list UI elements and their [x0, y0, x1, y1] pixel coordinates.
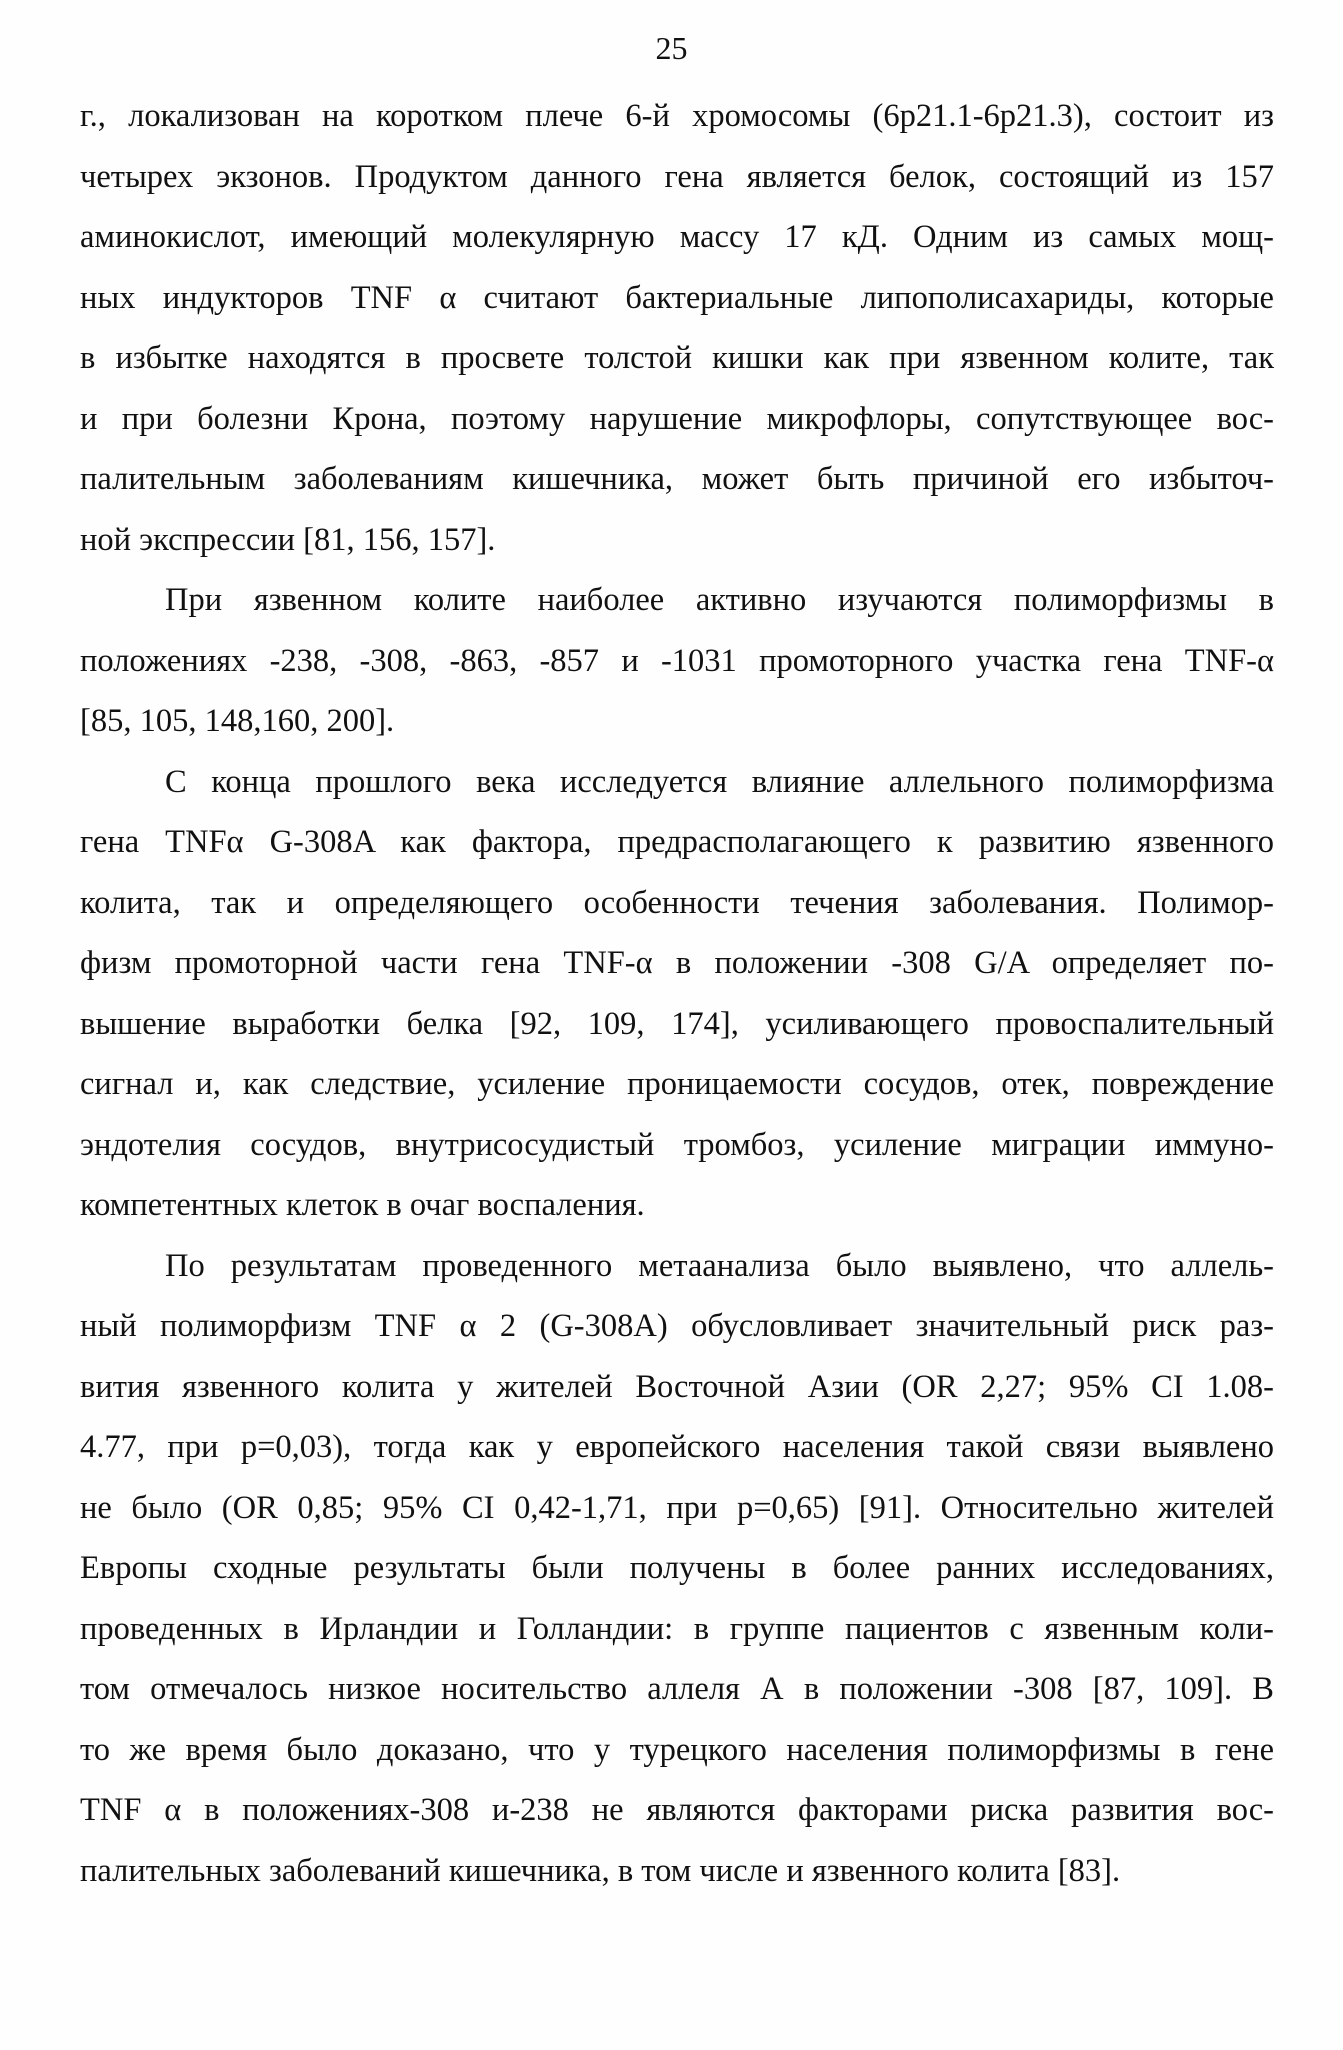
- text-line: При язвенном колите наиболее активно изучаются полиморфизмы в: [165, 582, 1274, 618]
- text-line: [85, 105, 148,160, 200].: [80, 703, 395, 739]
- text-line: колита, так и определяющего особенности течения заболевания. Полимор-: [80, 884, 1274, 921]
- text-line: палительным заболеваниям кишечника, может быть причиной его избыточ-: [80, 461, 1274, 497]
- text-line: и при болезни Крона, поэтому нарушение микрофлоры, сопутствующее вос-: [80, 400, 1274, 437]
- text-line: в избытке находятся в просвете толстой кишки как при язвенном колите, так: [80, 340, 1274, 376]
- text-line: Европы сходные результаты были получены в более ранних исследованиях,: [80, 1550, 1274, 1586]
- text-line: эндотелия сосудов, внутрисосудистый тромбоз, усиление миграции иммуно-: [80, 1126, 1274, 1163]
- text-line: С конца прошлого века исследуется влияние аллельного полиморфизма: [165, 763, 1274, 800]
- text-line: аминокислот, имеющий молекулярную массу 17 кД. Одним из самых мощ-: [80, 219, 1274, 255]
- paragraph: [80, 1236, 1274, 1902]
- paragraph: [80, 86, 1274, 570]
- page-number: 25: [655, 30, 688, 66]
- text-line: ный полиморфизм TNF α 2 (G-308A) обусловливает значительный риск раз-: [80, 1308, 1274, 1344]
- text-line: не было (OR 0,85; 95% CI 0,42-1,71, при р=0,65) [91]. Относительно жителей: [80, 1489, 1274, 1526]
- text-line: то же время было доказано, что у турецкого населения полиморфизмы в гене: [80, 1731, 1274, 1768]
- text-line: г., локализован на коротком плече 6-й хромосомы (6p21.1-6p21.3), состоит из: [80, 98, 1274, 134]
- text-line: компетентных клеток в очаг воспаления.: [80, 1187, 645, 1223]
- text-line: сигнал и, как следствие, усиление проницаемости сосудов, отек, повреждение: [80, 1066, 1274, 1102]
- text-line: четырех экзонов. Продуктом данного гена является белок, состоящий из 157: [80, 158, 1274, 195]
- text-line: физм промоторной части гена TNF-α в положении -308 G/A определяет по-: [80, 945, 1274, 981]
- text-line: палительных заболеваний кишечника, в том числе и язвенного колита [83].: [80, 1852, 1121, 1889]
- text-line: проведенных в Ирландии и Голландии: в группе пациентов с язвенным коли-: [80, 1610, 1274, 1647]
- text-line: TNF α в положениях-308 и-238 не являются факторами риска развития вос-: [80, 1792, 1274, 1828]
- text-line: ной экспрессии [81, 156, 157].: [80, 521, 496, 558]
- text-line: вышение выработки белка [92, 109, 174], усиливающего провоспалительный: [80, 1005, 1274, 1042]
- paragraph: [80, 752, 1274, 1236]
- text-line: 4.77, при р=0,03), тогда как у европейского населения такой связи выявлено: [80, 1429, 1274, 1465]
- text-line: положениях -238, -308, -863, -857 и -1031 промоторного участка гена TNF-α: [80, 642, 1274, 679]
- text-line: том отмечалось низкое носительство аллеля А в положении -308 [87, 109]. В: [80, 1671, 1274, 1707]
- text-line: гена TNFα G-308A как фактора, предрасполагающего к развитию язвенного: [80, 824, 1274, 860]
- body-text: [80, 86, 1274, 1901]
- text-line: По результатам проведенного метаанализа было выявлено, что аллель-: [165, 1247, 1274, 1284]
- text-line: вития язвенного колита у жителей Восточной Азии (OR 2,27; 95% CI 1.08-: [80, 1368, 1274, 1405]
- paragraph: [80, 570, 1274, 752]
- text-line: ных индукторов TNF α считают бактериальные липополисахариды, которые: [80, 279, 1274, 316]
